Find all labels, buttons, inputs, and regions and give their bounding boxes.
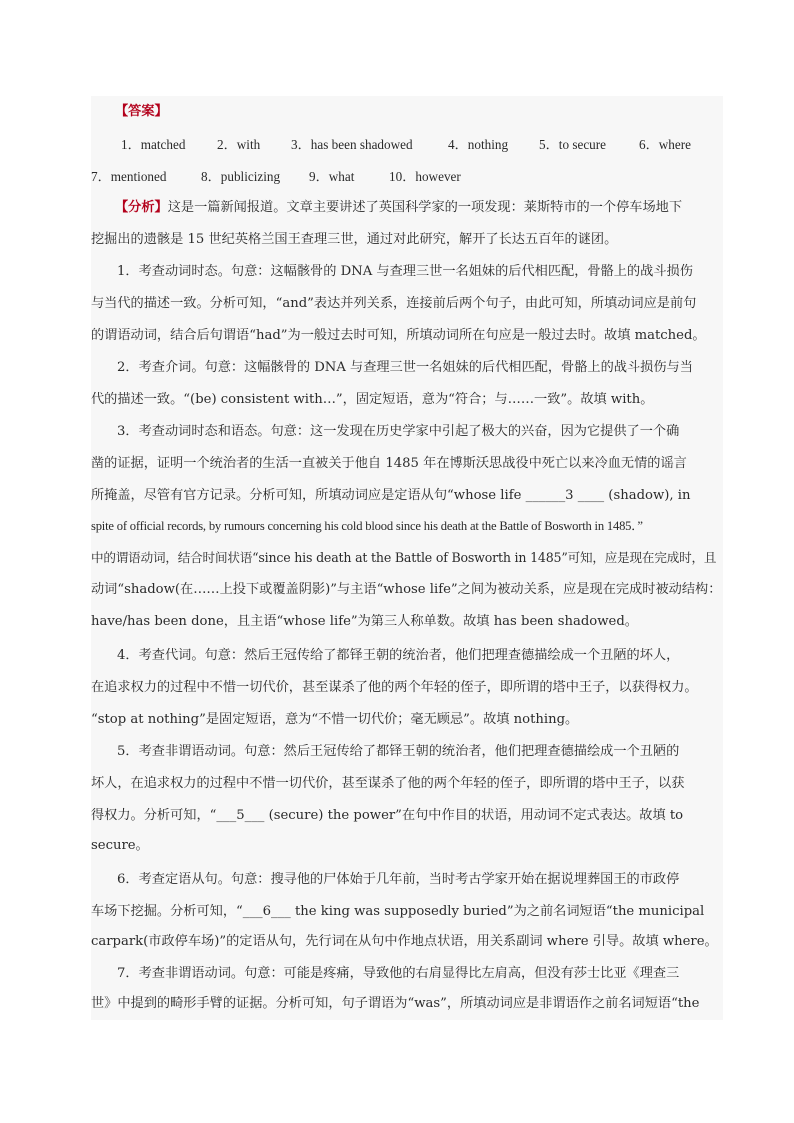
text-line: 得权力。分析可知，“___5___ (secure) the power”在句中作目的状语，用动词不定式表达。故填 to (91, 808, 684, 823)
text-line: 2．考查介词。句意：这幅骸骨的 DNA 与查理三世一名姐妹的后代相匹配，骨骼上的战斗损伤与当 (117, 360, 693, 375)
answer-item: 5．to secure (539, 137, 607, 152)
text-line: 车场下挖掘。分析可知，“___6___ the king was supposedly buried”为之前名词短语“the municipal (91, 904, 705, 919)
text-line: 4．考查代词。句意：然后王冠传给了都铎王朝的统治者，他们把理查德描绘成一个丑陋的坏人， (117, 648, 680, 663)
analysis-text: 这是一篇新闻报道。文章主要讲述了英国科学家的一项发现：莱斯特市的一个停车场地下 (167, 200, 683, 215)
text-line: secure。 (91, 838, 149, 853)
text-line: 在追求权力的过程中不惜一切代价，甚至谋杀了他的两个年轻的侄子，即所谓的塔中王子，以获得权力。 (91, 680, 698, 695)
text-line: spite of official records, by rumours concerning his cold blood since his death at the Battle of Bosworth in 1485．” (91, 519, 643, 533)
text-line: 与当代的描述一致。分析可知，“and”表达并列关系，连接前后两个句子，由此可知，所填动词应是前句 (91, 296, 697, 311)
text-line: 的谓语动词，结合后句谓语“had”为一般过去时可知，所填动词所在句应是一般过去时。故填 matched。 (91, 328, 706, 343)
text-line: 所掩盖，尽管有官方记录。分析可知，所填动词应是定语从句“whose life ______3 ____ (shadow), in (91, 488, 691, 503)
text-line: have/has been done，且主语“whose life”为第三人称单数。故填 has been shadowed。 (91, 614, 638, 629)
answer-item: 4．nothing (448, 137, 509, 152)
answer-heading: 【答案】 (115, 104, 168, 119)
text-line: 3．考查动词时态和语态。句意：这一发现在历史学家中引起了极大的兴奋，因为它提供了一个确 (117, 424, 680, 439)
analysis-tag: 【分析】 (115, 200, 168, 215)
text-line: 代的描述一致。“(be) consistent with…”，固定短语，意为“符合；与……一致”。故填 with。 (91, 392, 654, 407)
text-line: 挖掘出的遗骸是 15 世纪英格兰国王查理三世，通过对此研究，解开了长达五百年的谜团。 (91, 232, 618, 247)
text-line: 7．考查非谓语动词。句意：可能是疼痛，导致他的右肩显得比左肩高，但没有莎士比亚《理查三 (117, 966, 680, 981)
analysis-intro (115, 198, 682, 218)
answer-analysis-block (91, 96, 723, 1020)
answer-item: 2．with (217, 137, 261, 152)
text-line: 中的谓语动词，结合时间状语“since his death at the Battle of Bosworth in 1485”可知，应是现在完成时，且 (91, 550, 717, 565)
text-line: 5．考查非谓语动词。句意：然后王冠传给了都铎王朝的统治者，他们把理查德描绘成一个丑陋的 (117, 744, 680, 759)
text-line: 世》中提到的畸形手臂的证据。分析可知，句子谓语为“was”，所填动词应是非谓语作之前名词短语“the (91, 996, 700, 1011)
text-line: carpark(市政停车场)”的定语从句，先行词在从句中作地点状语，用关系副词 where 引导。故填 where。 (91, 934, 718, 949)
answer-item: 1．matched (121, 137, 186, 152)
text-line: 坏人，在追求权力的过程中不惜一切代价，甚至谋杀了他的两个年轻的侄子，即所谓的塔中王子，以获 (91, 776, 685, 791)
answer-item: 6．where (639, 137, 691, 152)
text-line: “stop at nothing”是固定短语，意为“不惜一切代价；毫无顾忌”。故填 nothing。 (91, 712, 579, 727)
answer-item: 3．has been shadowed (291, 137, 413, 152)
text-line: 凿的证据，证明一个统治者的生活一直被关于他自 1485 年在博斯沃思战役中死亡以来冷血无情的谣言 (91, 456, 687, 471)
answer-item: 7．mentioned (91, 169, 167, 184)
answer-item: 10．however (389, 169, 461, 184)
text-line: 1．考查动词时态。句意：这幅骸骨的 DNA 与查理三世一名姐妹的后代相匹配，骨骼上的战斗损伤 (117, 264, 693, 279)
text-line: 6．考查定语从句。句意：搜寻他的尸体始于几年前，当时考古学家开始在据说埋葬国王的市政停 (117, 872, 680, 887)
answer-item: 9．what (309, 169, 355, 184)
text-line: 动词“shadow(在……上投下或覆盖阴影)”与主语“whose life”之间为被动关系，应是现在完成时被动结构： (91, 582, 722, 597)
answer-item: 8．publicizing (201, 169, 281, 184)
